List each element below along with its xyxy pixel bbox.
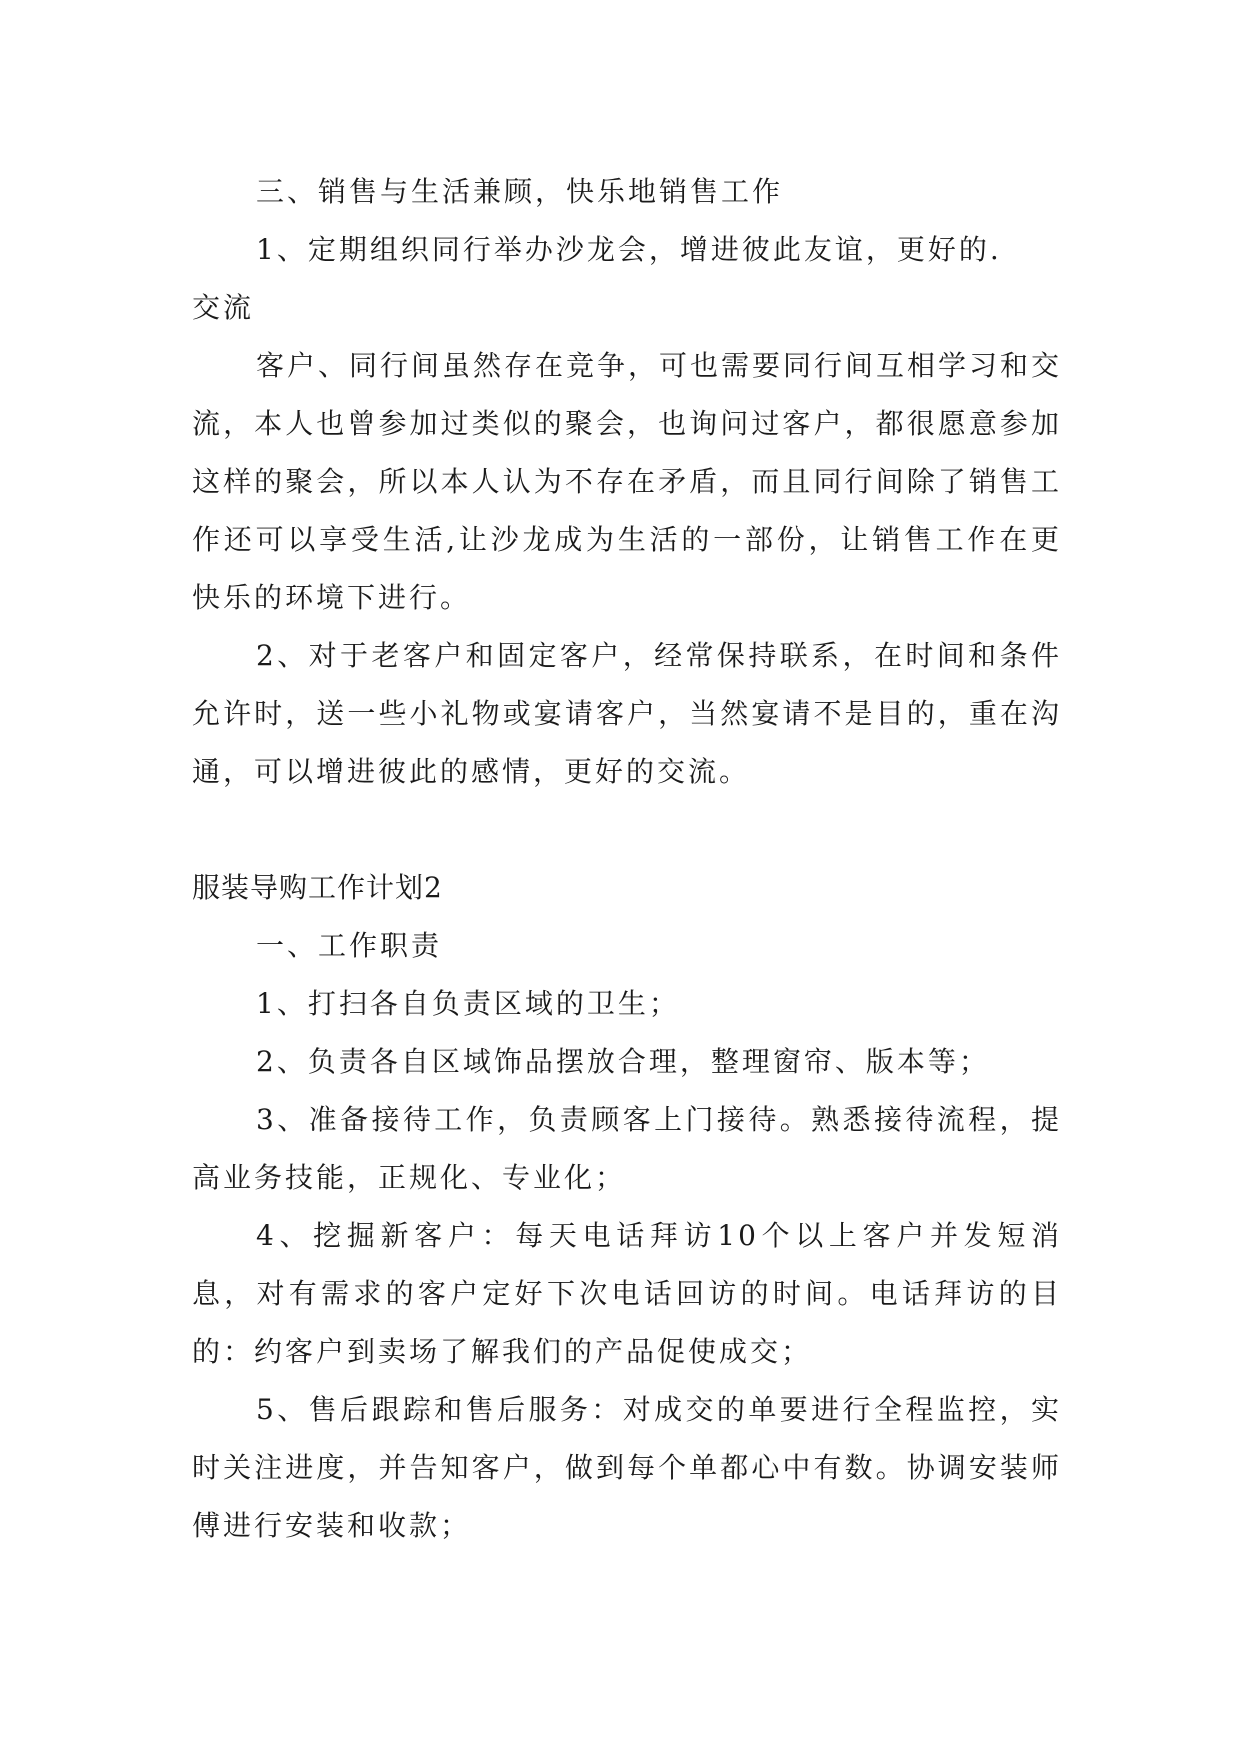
paragraph-old-customers: 2、对于老客户和固定客户，经常保持联系，在时间和条件允许时，送一些小礼物或宴请客户，当然宴请不是目的，重在沟通，可以增进彼此的感情，更好的交流。 <box>192 639 1062 788</box>
paragraph-salon-line1: 1、定期组织同行举办沙龙会，增进彼此友谊，更好的. <box>256 233 1002 266</box>
duty-item: 4、挖掘新客户：每天电话拜访10个以上客户并发短消息，对有需求的客户定好下次电话回访的时间。电话拜访的目的：约客户到卖场了解我们的产品促使成交； <box>192 1219 1062 1368</box>
duty-item: 3、准备接待工作，负责顾客上门接待。熟悉接待流程，提高业务技能，正规化、专业化； <box>192 1103 1062 1194</box>
duty-item: 2、负责各自区域饰品摆放合理，整理窗帘、版本等； <box>256 1045 990 1078</box>
duty-item: 5、售后跟踪和售后服务：对成交的单要进行全程监控，实时关注进度，并告知客户，做到每个单都心中有数。协调安装师傅进行安装和收款； <box>192 1393 1062 1542</box>
paragraph-salon-line2: 交流 <box>192 291 255 324</box>
duty-item: 1、打扫各自负责区域的卫生； <box>256 987 680 1020</box>
paragraph-competition: 客户、同行间虽然存在竞争，可也需要同行间互相学习和交流，本人也曾参加过类似的聚会，也询问过客户，都很愿意参加这样的聚会，所以本人认为不存在矛盾，而且同行间除了销售工作还可以享受生活,让沙龙成为生活的一部份，让销售工作在更快乐的环境下进行。 <box>192 349 1063 614</box>
blank-line <box>192 801 1062 859</box>
plan-title: 服装导购工作计划2 <box>192 871 443 904</box>
section-heading-sales-life: 三、销售与生活兼顾，快乐地销售工作 <box>256 175 784 208</box>
section-heading-duties: 一、工作职责 <box>256 929 443 962</box>
document-body <box>192 163 1062 1555</box>
